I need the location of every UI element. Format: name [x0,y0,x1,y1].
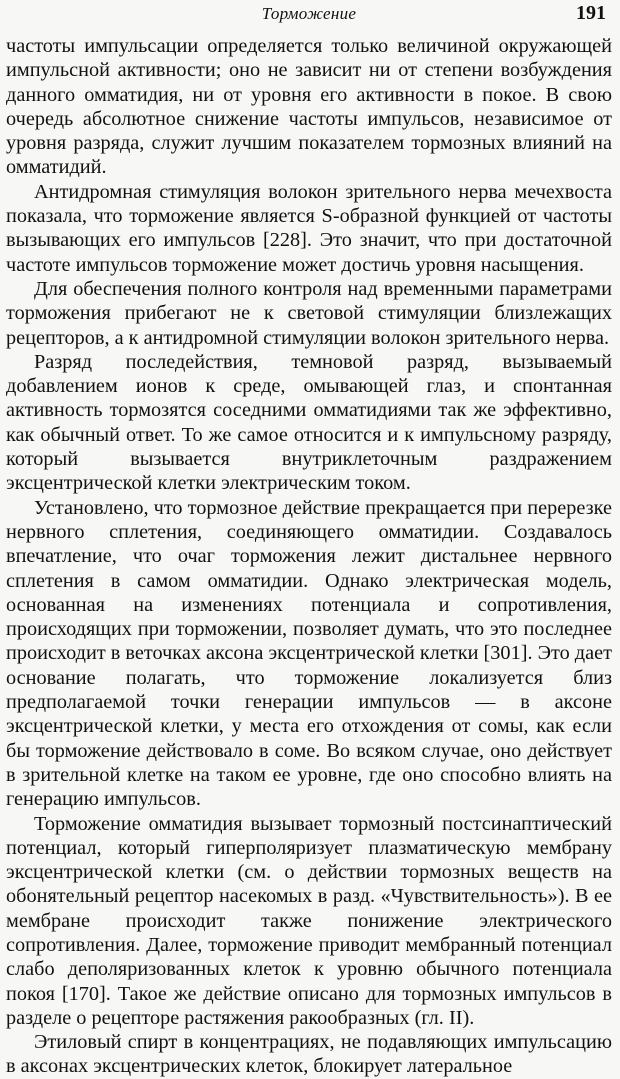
paragraph: Этиловый спирт в концентрациях, не подавляющих импульсацию в аксонах эксцентрических клеток, блокирует латеральное [6,1031,612,1078]
paragraph-continuation: частоты импульсации определяется только величиной окружающей импульсной активности; оно не зависит ни от степени возбуждения данного омматидия, ни от уровня его активности в покое. В свою очередь абсолютное снижение частоты импульсов, независимое от уровня разряда, служит лучшим показателем тормозных влияний на омматидий. [6,35,612,179]
paragraph: Разряд последействия, темновой разряд, вызываемый добавлением ионов к среде, омывающей глаз, и спонтанная активность тормозятся соседними омматидиями так же эффективно, как обычный ответ. То же самое относится и к импульсному разряду, который вызывается внутриклеточным раздражением эксцентрической клетки электрическим током. [6,350,612,495]
paragraph: Антидромная стимуляция волокон зрительного нерва мечехвоста показала, что торможение является S-образной функцией от частоты вызывающих его импульсов [228]. Это значит, что при достаточной частоте импульсов торможение может достичь уровня насыщения. [6,180,612,276]
page-number: 191 [576,2,606,24]
running-title: Торможение [261,4,357,23]
paragraph: Для обеспечения полного контроля над временными параметрами торможения прибегают не к световой стимуляции близлежащих рецепторов, а к антидромной стимуляции волокон зрительного нерва. [6,277,612,349]
paragraph: Торможение омматидия вызывает тормозный постсинаптический потенциал, который гиперполяризует плазматическую мембрану эксцентрической клетки (см. о действии тормозных веществ на обонятельный рецептор насекомых в разд. «Чувствительность»). В ее мембране происходит также понижение электрического сопротивления. Далее, торможение приводит мембранный потенциал слабо деполяризованных клеток к уровню обычного потенциала покоя [170]. Такое же действие описано для тормозных импульсов в разделе о рецепторе растяжения ракообразных (гл. II). [6,812,612,1029]
paragraph: Установлено, что тормозное действие прекращается при перерезке нервного сплетения, соединяющего омматидии. Создавалось впечатление, что очаг торможения лежит дистальнее нервного сплетения в самом омматидии. Однако электрическая модель, основанная на изменениях потенциала и сопротивления, происходящих при торможении, позволяет думать, что это последнее происходит в веточках аксона эксцентрической клетки [301]. Это дает основание полагать, что торможение локализуется близ предполагаемой точки генерации импульсов — в аксоне эксцентрической клетки, у места его отхождения от сомы, как если бы торможение действовало в соме. Во всяком случае, оно действует в зрительной клетке на таком ее уровне, где оно способно влиять на генерацию импульсов. [6,496,612,811]
page-header [6,0,612,34]
body-text [6,34,612,1079]
